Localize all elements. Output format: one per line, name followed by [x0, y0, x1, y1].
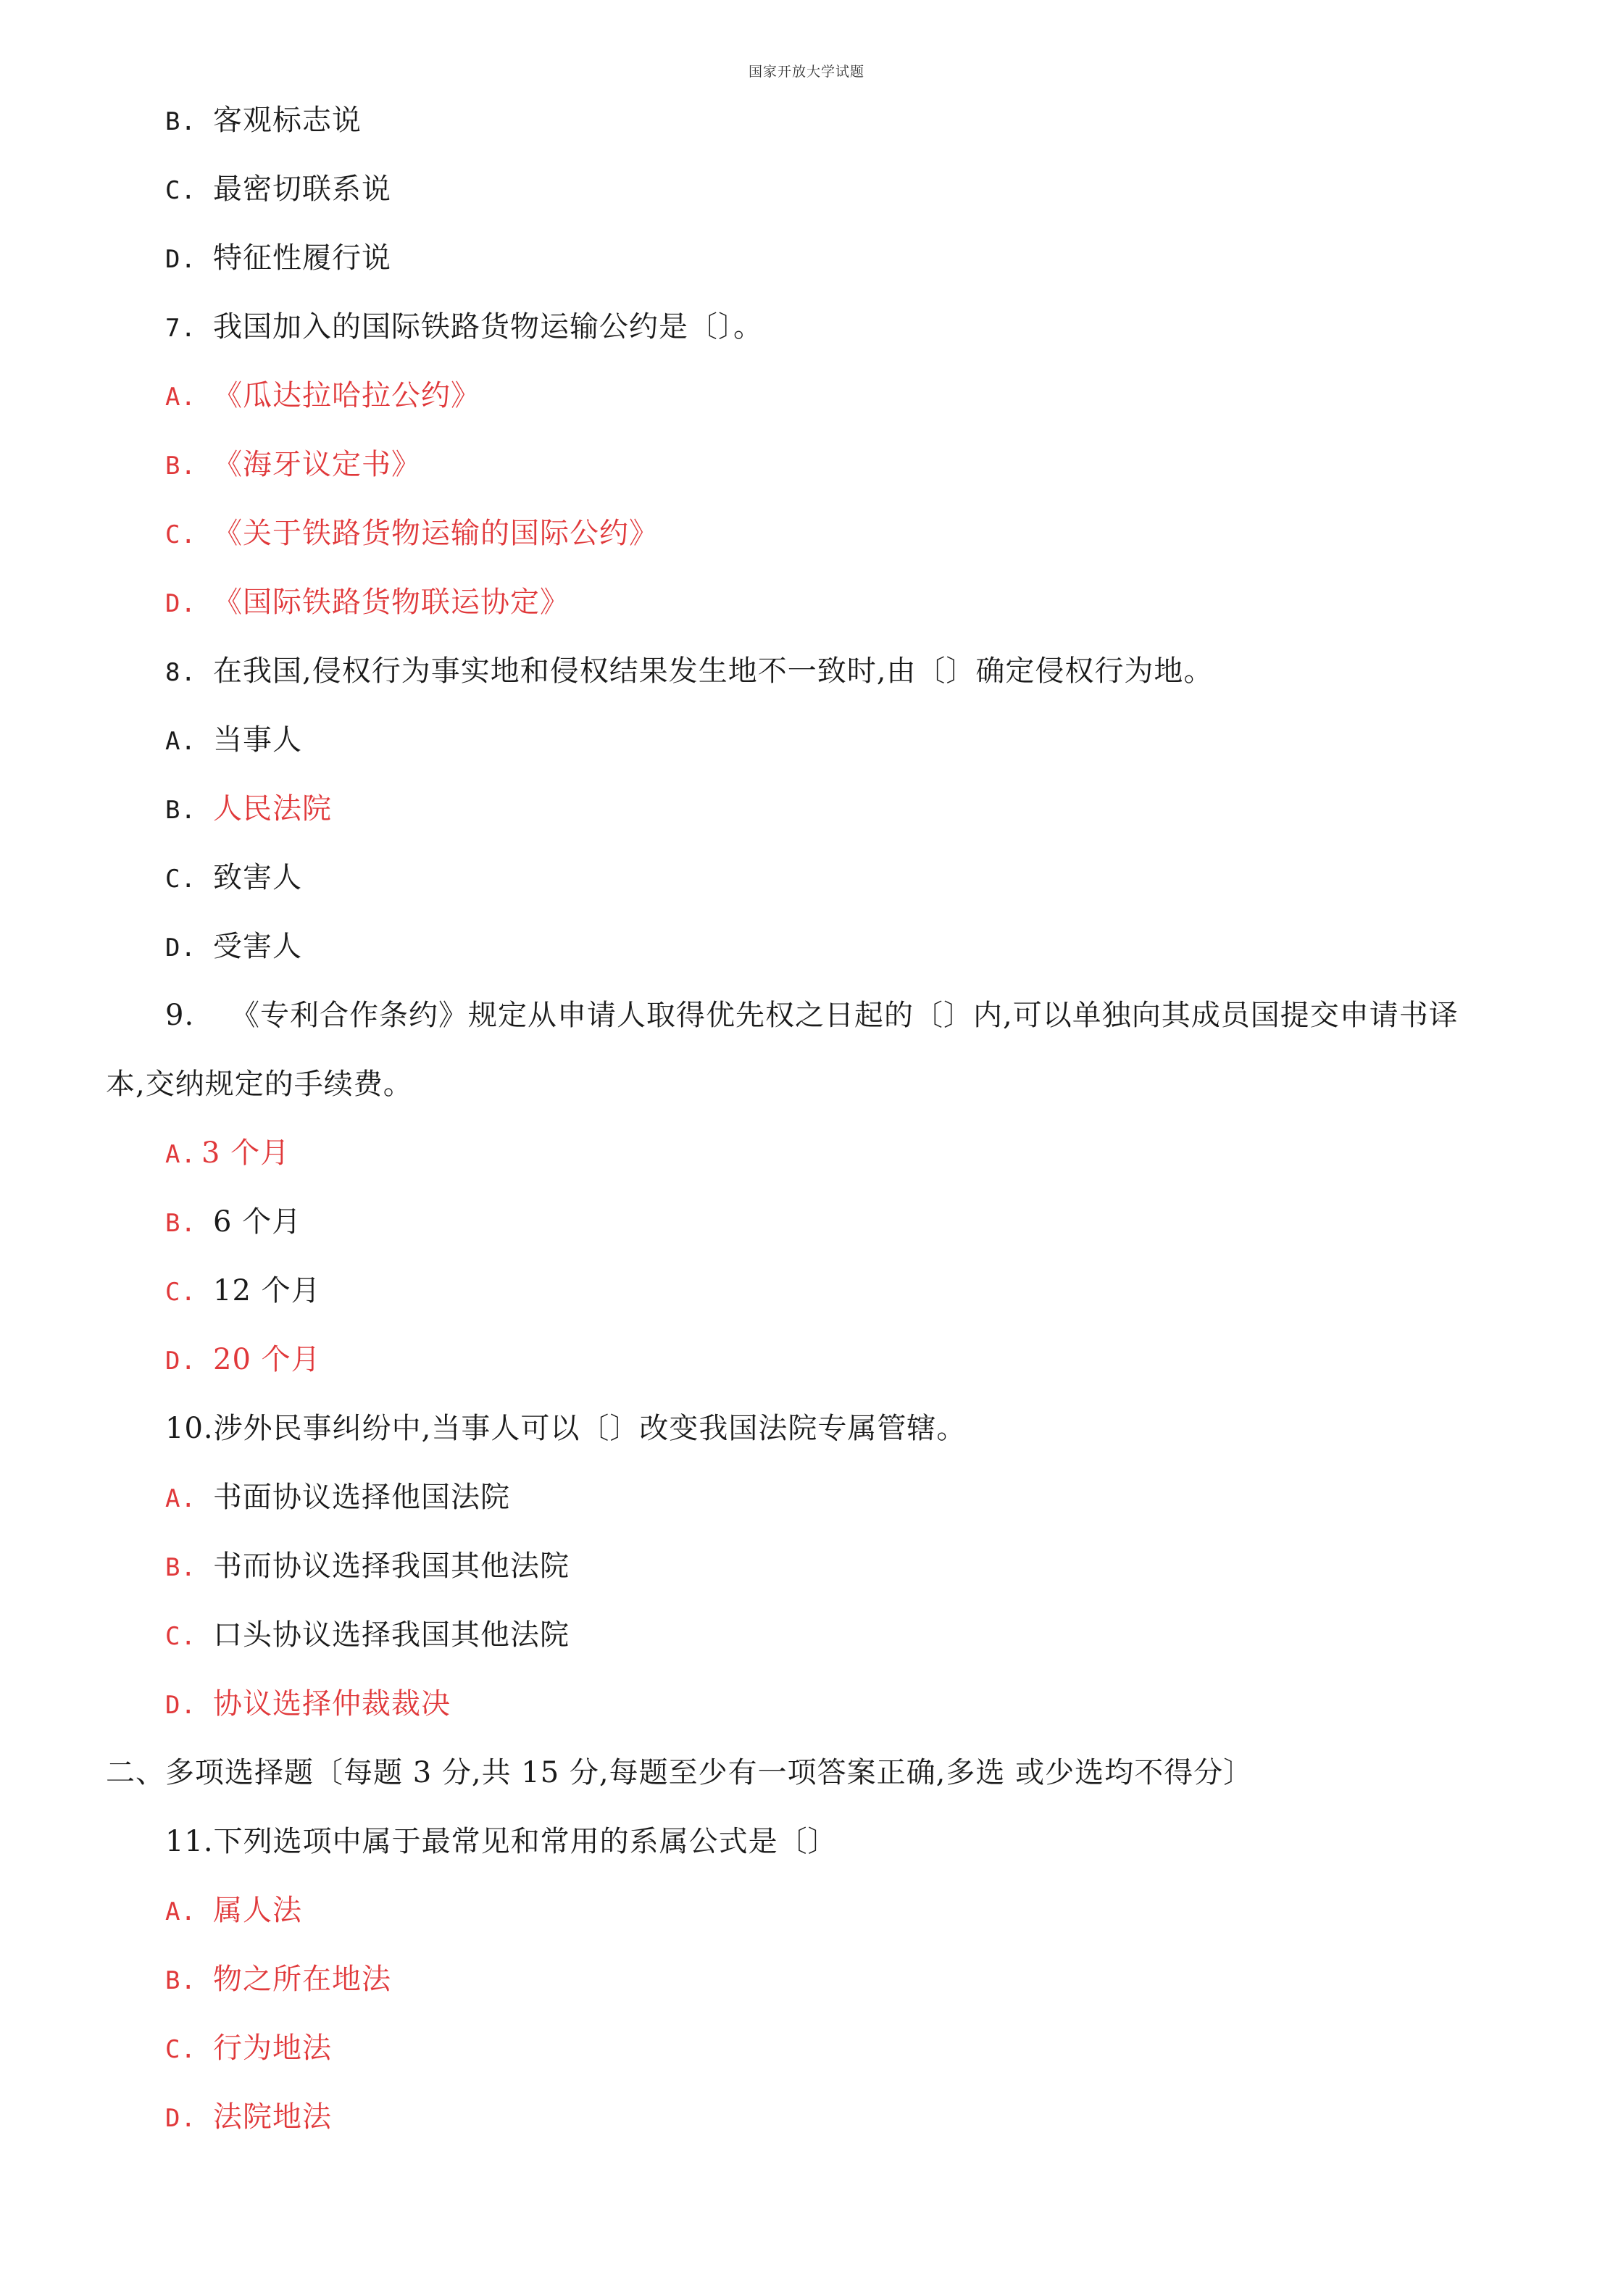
option-text: 12 个月 — [213, 1274, 321, 1307]
option-text: 客观标志说 — [213, 104, 362, 137]
option-text: 行为地法 — [213, 2031, 332, 2065]
option-text: 口头协议选择我国其他法院 — [213, 1618, 570, 1652]
option-label: B. — [165, 796, 196, 825]
question-number: 11. — [165, 1825, 214, 1858]
option-label: B. — [165, 452, 196, 481]
q11-option-a — [165, 1892, 302, 1931]
option-text: 6 个月 — [213, 1205, 302, 1239]
option-label: A. — [165, 383, 196, 412]
q6-option-d — [165, 239, 391, 278]
q11-option-c — [165, 2029, 332, 2068]
option-label: C. — [165, 520, 196, 549]
question-number: 8. — [165, 658, 196, 687]
q7-option-c — [165, 515, 659, 554]
q7-option-a — [165, 377, 480, 416]
page-header: 国家开放大学试题 — [748, 64, 864, 80]
option-label: B. — [165, 1966, 196, 1995]
option-label: A. — [165, 1897, 196, 1926]
option-text: 物之所在地法 — [213, 1963, 391, 1996]
question-text: 在我国,侵权行为事实地和侵权结果发生地不一致时,由〔〕确定侵权行为地。 — [213, 654, 1214, 688]
q8-option-c — [165, 859, 302, 898]
option-label: C. — [165, 176, 196, 205]
question-8 — [165, 652, 1213, 691]
q8-option-b — [165, 790, 332, 829]
q9-option-d — [165, 1341, 321, 1380]
option-label: C. — [165, 2035, 196, 2064]
option-label: C. — [165, 1622, 196, 1651]
q10-option-a — [165, 1478, 510, 1518]
option-label: A. — [165, 727, 196, 756]
option-text: 致害人 — [213, 861, 302, 894]
option-text: 《海牙议定书》 — [213, 448, 421, 481]
question-9 — [165, 997, 1459, 1034]
q6-option-b — [165, 101, 362, 141]
option-label: D. — [165, 245, 196, 274]
q10-option-d — [165, 1685, 451, 1724]
option-label: B. — [165, 1209, 196, 1238]
option-text: 《关于铁路货物运输的国际公约》 — [213, 517, 659, 550]
question-9-continued: 本,交纳规定的手续费。 — [106, 1068, 413, 1101]
option-label: D. — [165, 2104, 196, 2133]
option-text: 人民法院 — [213, 792, 332, 825]
option-label: C. — [165, 1278, 196, 1307]
question-10 — [165, 1410, 966, 1447]
q8-option-d — [165, 928, 302, 967]
q7-option-b — [165, 446, 421, 485]
q6-option-c — [165, 170, 391, 209]
q9-option-a — [165, 1134, 290, 1173]
q10-option-c — [165, 1616, 570, 1655]
option-label: A. — [165, 1484, 196, 1513]
q11-option-b — [165, 1960, 391, 2000]
option-label: B. — [165, 1553, 196, 1582]
question-7 — [165, 308, 763, 347]
option-text: 最密切联系说 — [213, 172, 391, 206]
question-number: 7. — [165, 314, 196, 343]
option-text: 《瓜达拉哈拉公约》 — [213, 379, 480, 412]
question-text: 《专利合作条约》规定从申请人取得优先权之日起的〔〕内,可以单独向其成员国提交申请书译 — [230, 999, 1459, 1032]
question-text: 我国加入的国际铁路货物运输公约是〔〕。 — [213, 310, 763, 344]
option-label: A. — [165, 1140, 196, 1169]
option-text: 《国际铁路货物联运协定》 — [213, 586, 570, 619]
option-text: 特征性履行说 — [213, 241, 391, 275]
option-text: 法院地法 — [213, 2100, 332, 2134]
q9-option-c — [165, 1272, 321, 1311]
option-text: 受害人 — [213, 930, 302, 963]
option-label: D. — [165, 589, 196, 618]
q7-option-d — [165, 583, 570, 623]
question-text: 涉外民事纠纷中,当事人可以〔〕改变我国法院专属管辖。 — [213, 1412, 967, 1445]
q8-option-a — [165, 721, 302, 760]
option-label: D. — [165, 933, 196, 962]
q11-option-d — [165, 2098, 332, 2137]
option-text: 协议选择仲裁裁决 — [213, 1687, 451, 1721]
question-number: 10. — [165, 1412, 214, 1445]
q9-option-b — [165, 1203, 301, 1242]
question-11 — [165, 1823, 838, 1860]
option-label: D. — [165, 1347, 196, 1376]
option-text: 20 个月 — [213, 1343, 321, 1376]
option-label: D. — [165, 1691, 196, 1720]
q10-option-b — [165, 1547, 570, 1586]
option-label: C. — [165, 865, 196, 894]
option-text: 当事人 — [213, 723, 302, 757]
option-text: 书面协议选择他国法院 — [213, 1481, 510, 1514]
option-text: 3 个月 — [201, 1136, 291, 1170]
section-heading: 二、多项选择题〔每题 3 分,共 15 分,每题至少有一项答案正确,多选 或少选均不得分〕 — [106, 1756, 1254, 1789]
question-text: 下列选项中属于最常见和常用的系属公式是〔〕 — [213, 1825, 838, 1858]
option-text: 书而协议选择我国其他法院 — [213, 1550, 570, 1583]
option-text: 属人法 — [213, 1894, 302, 1927]
option-label: B. — [165, 107, 196, 136]
question-number: 9. — [165, 999, 195, 1032]
